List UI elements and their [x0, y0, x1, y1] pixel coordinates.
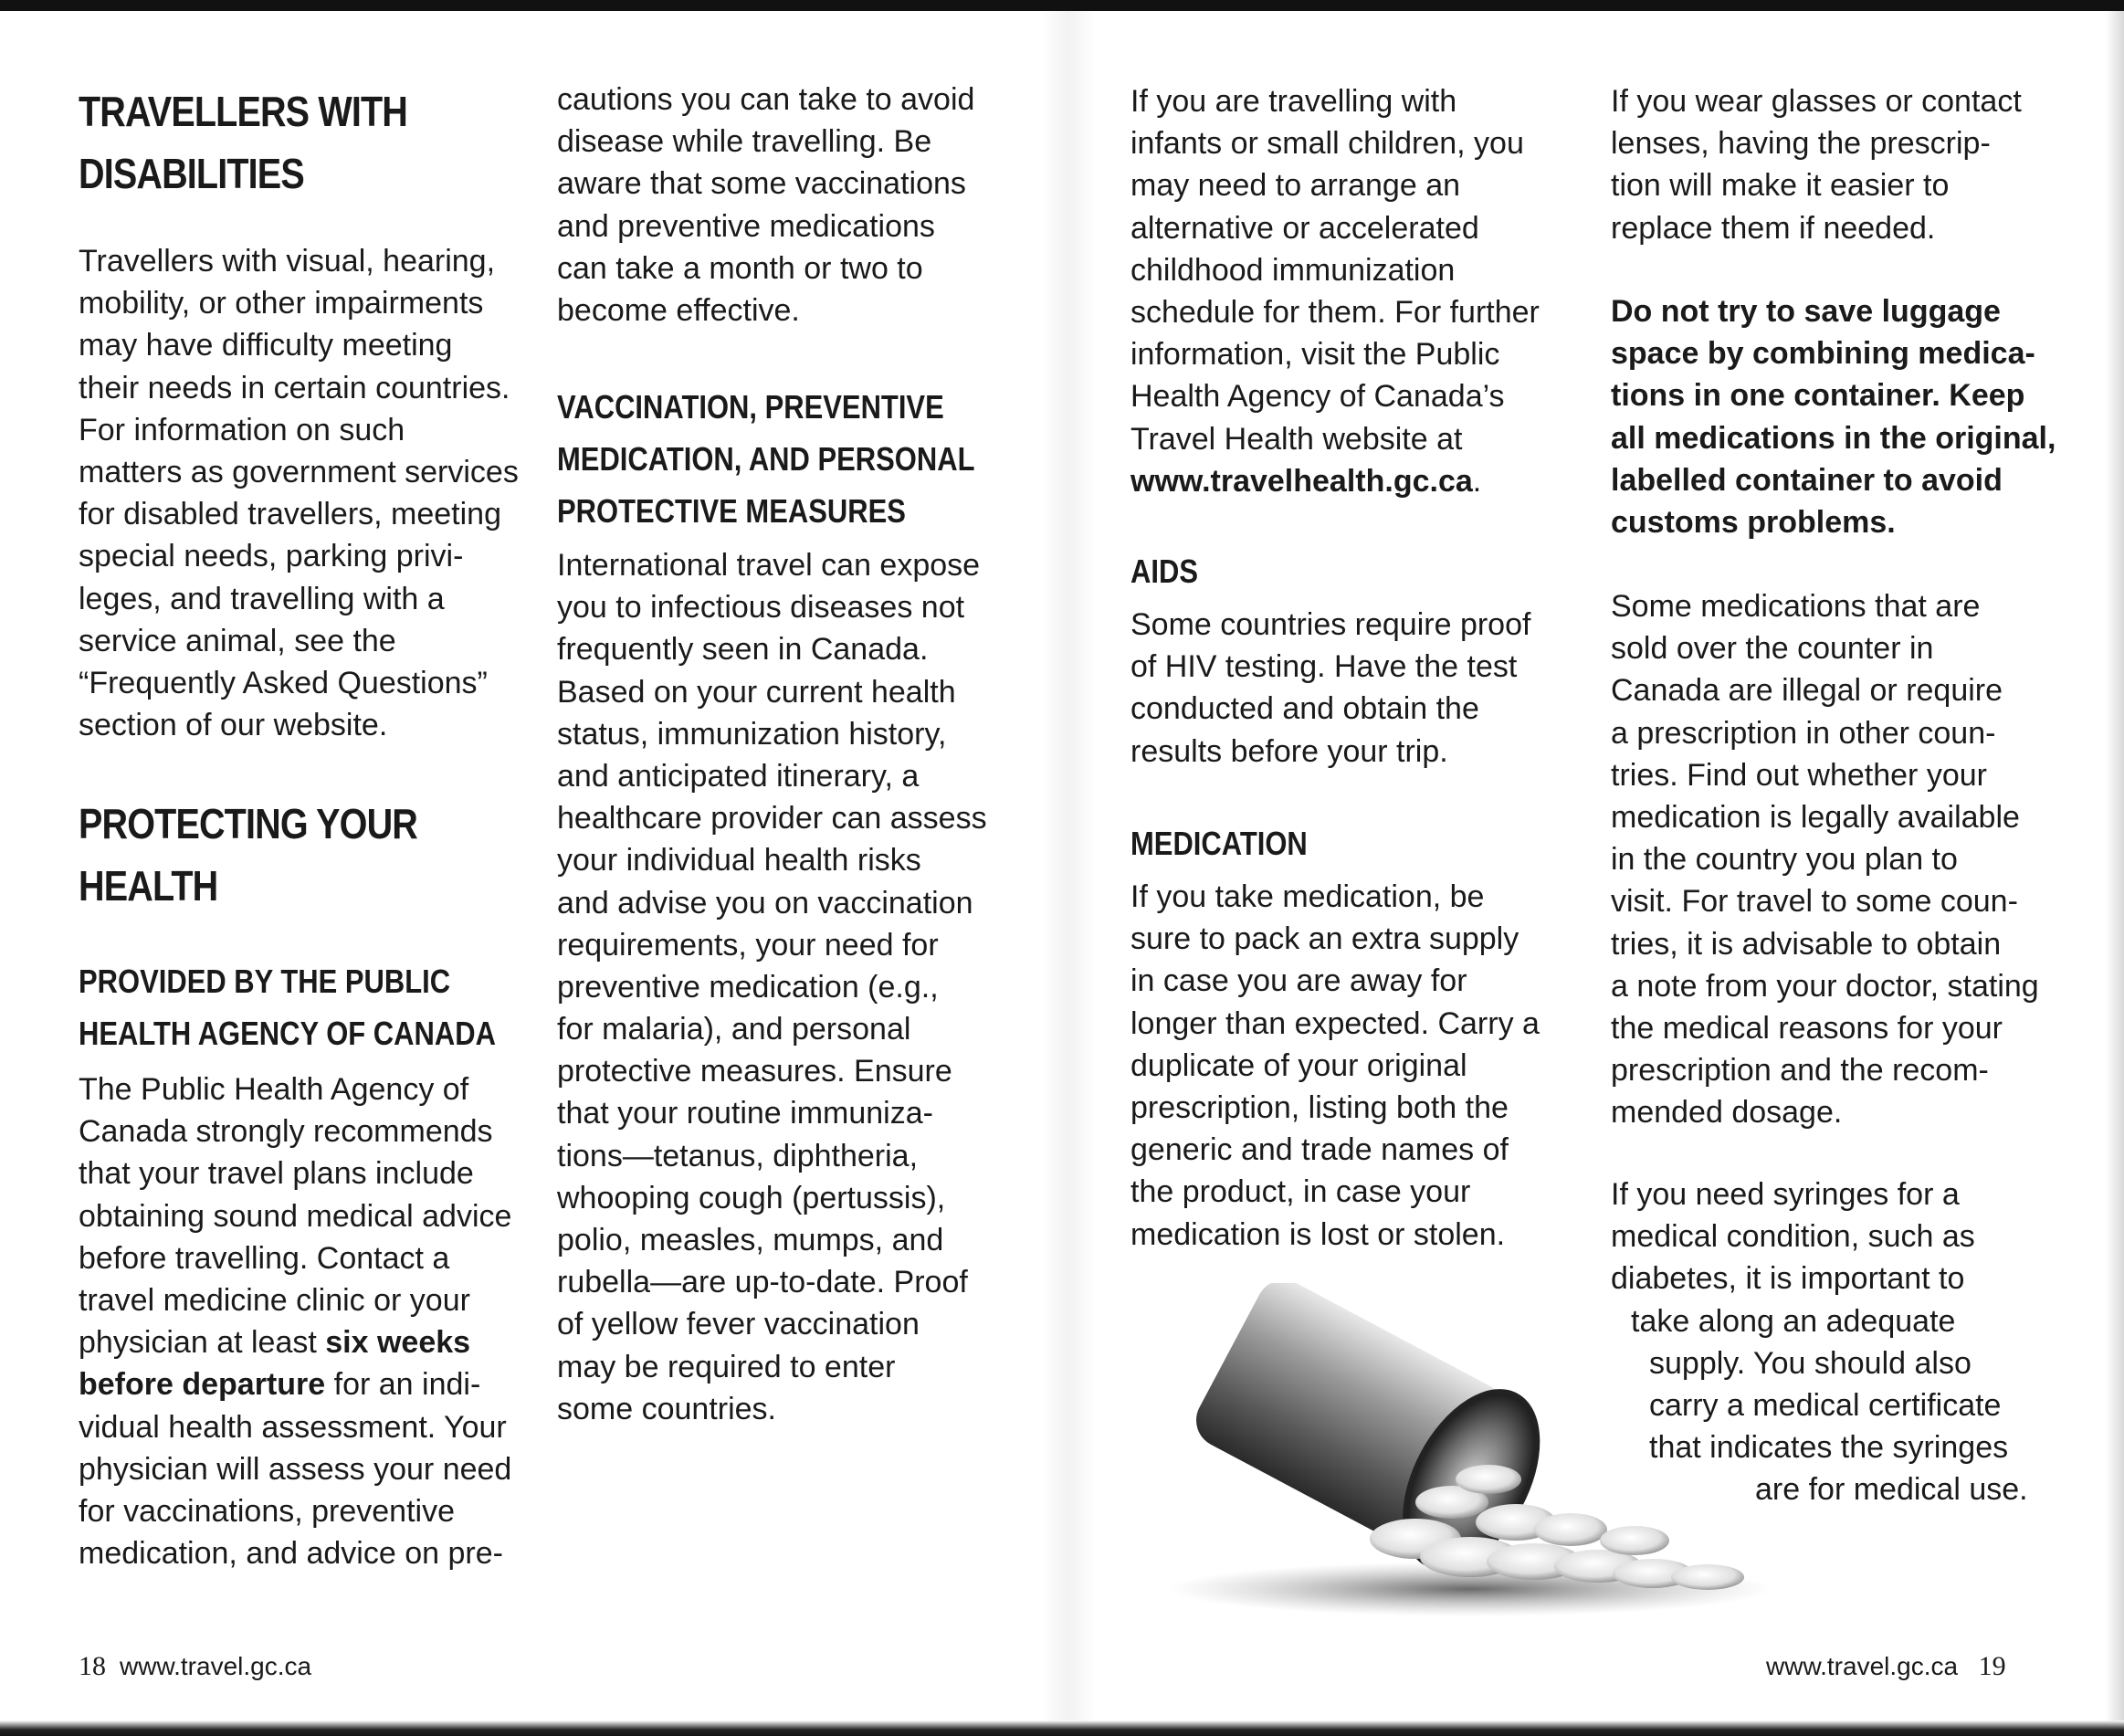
- body-line: conducted and obtain the: [1130, 691, 1479, 727]
- body-line: If you are travelling with: [1130, 84, 1457, 119]
- body-line: become effective.: [557, 292, 800, 328]
- provided-by-phac-heading: [79, 955, 496, 1059]
- body-line: that indicates the syringes: [1649, 1430, 2009, 1466]
- vaccination-body: [557, 544, 987, 1430]
- body-line: rubella—are up-to-date. Proof: [557, 1265, 968, 1300]
- body-line: carry a medical certificate: [1649, 1387, 2002, 1423]
- heading-line: PROTECTING YOUR: [79, 800, 418, 847]
- body-line: tries, it is advisable to obtain: [1611, 926, 2002, 962]
- infants-body: [1130, 80, 1540, 502]
- body-line: protective measures. Ensure: [557, 1054, 952, 1089]
- body-text: for an indi-: [325, 1367, 481, 1403]
- luggage-warning: [1611, 290, 2056, 543]
- body-line: medication is lost or stolen.: [1130, 1216, 1506, 1252]
- body-line: that your travel plans include: [79, 1156, 474, 1192]
- body-line: space by combining medica-: [1611, 336, 2035, 372]
- body-line: frequently seen in Canada.: [557, 632, 929, 668]
- body-line: Health Agency of Canada’s: [1130, 379, 1505, 415]
- body-line: schedule for them. For further: [1130, 294, 1540, 330]
- body-line: physician will assess your need: [79, 1451, 512, 1487]
- right-page-folio: [1766, 1651, 2006, 1682]
- page-number: 19: [1978, 1651, 2006, 1681]
- heading-line: MEDICATION, AND PERSONAL: [557, 440, 975, 478]
- body-line: If you take medication, be: [1130, 879, 1485, 914]
- body-line: mended dosage.: [1611, 1095, 1843, 1131]
- glasses-body: [1611, 80, 2022, 249]
- body-line: that your routine immuniza-: [557, 1096, 933, 1131]
- body-line: may be required to enter: [557, 1349, 896, 1384]
- body-line: longer than expected. Carry a: [1130, 1005, 1540, 1041]
- body-line: For information on such: [79, 412, 405, 447]
- body-line: childhood immunization: [1130, 252, 1456, 288]
- body-line: medical condition, such as: [1611, 1219, 1975, 1255]
- body-line: some countries.: [557, 1391, 776, 1426]
- body-line: [79, 1363, 511, 1405]
- body-line: the product, in case your: [1130, 1174, 1471, 1210]
- body-line: service animal, see the: [79, 623, 396, 658]
- body-line: and anticipated itinerary, a: [557, 758, 920, 794]
- body-line: International travel can expose: [557, 548, 981, 583]
- heading-line: PROTECTIVE MEASURES: [557, 492, 906, 530]
- heading-line: HEALTH: [79, 862, 218, 910]
- body-line: may need to arrange an: [1130, 168, 1461, 204]
- body-line: lenses, having the prescrip-: [1611, 126, 1991, 162]
- body-line: special needs, parking privi-: [79, 539, 464, 574]
- body-line: of HIV testing. Have the test: [1130, 649, 1518, 685]
- heading-line: HEALTH AGENCY OF CANADA: [79, 1015, 496, 1052]
- six-weeks-emphasis: six weeks: [325, 1325, 471, 1361]
- protecting-your-health-heading: [79, 793, 417, 917]
- body-line: before travelling. Contact a: [79, 1240, 450, 1276]
- body-line: for disabled travellers, meeting: [79, 497, 502, 532]
- body-line: labelled container to avoid: [1611, 462, 2003, 498]
- body-line: tions in one container. Keep: [1611, 378, 2025, 414]
- body-line: [1130, 460, 1540, 502]
- body-line: supply. You should also: [1649, 1345, 1972, 1381]
- body-line: diabetes, it is important to: [1611, 1261, 1965, 1297]
- body-line: duplicate of your original: [1130, 1047, 1467, 1083]
- body-line: prescription and the recom-: [1611, 1053, 1989, 1089]
- scan-bottom-edge: [0, 1720, 2124, 1736]
- body-line: in case you are away for: [1130, 963, 1467, 999]
- body-line: can take a month or two to: [557, 250, 923, 286]
- body-line: section of our website.: [79, 708, 388, 743]
- body-line: matters as government services: [79, 454, 519, 489]
- body-line: requirements, your need for: [557, 927, 939, 963]
- body-line: visit. For travel to some coun-: [1611, 884, 2018, 920]
- body-line: alternative or accelerated: [1130, 210, 1479, 246]
- heading-line: VACCINATION, PREVENTIVE: [557, 388, 944, 426]
- body-line: for vaccinations, preventive: [79, 1493, 455, 1529]
- body-line: infants or small children, you: [1130, 126, 1524, 162]
- body-line: Some countries require proof: [1130, 607, 1531, 642]
- body-line: the medical reasons for your: [1611, 1010, 2003, 1046]
- body-line: sure to pack an extra supply: [1130, 921, 1519, 957]
- page-number: 18: [79, 1651, 106, 1681]
- body-line: customs problems.: [1611, 504, 1896, 540]
- body-line: If you wear glasses or contact: [1611, 84, 2022, 119]
- body-line: replace them if needed.: [1611, 210, 1936, 246]
- body-line: all medications in the original,: [1611, 420, 2056, 456]
- travellers-with-disabilities-body: [79, 240, 519, 746]
- body-line: mobility, or other impairments: [79, 286, 484, 321]
- aids-heading: AIDS: [1130, 552, 1198, 590]
- body-line: tions—tetanus, diphtheria,: [557, 1138, 919, 1173]
- body-line: Canada strongly recommends: [79, 1114, 493, 1150]
- body-line: results before your trip.: [1130, 733, 1448, 769]
- body-line: are for medical use.: [1755, 1472, 2028, 1508]
- heading-line: DISABILITIES: [79, 150, 304, 197]
- body-line: medication is legally available: [1611, 799, 2020, 835]
- body-line: Some medications that are: [1611, 589, 1981, 624]
- body-line: preventive medication (e.g.,: [557, 969, 939, 1005]
- body-line: a prescription in other coun-: [1611, 715, 1996, 751]
- body-line: sold over the counter in: [1611, 631, 1934, 667]
- body-line: aware that some vaccinations: [557, 166, 966, 202]
- body-line: you to infectious diseases not: [557, 590, 965, 626]
- body-line: may have difficulty meeting: [79, 328, 453, 363]
- body-line: Do not try to save luggage: [1611, 294, 2001, 329]
- body-line: your individual health risks: [557, 843, 921, 879]
- body-line: and advise you on vaccination: [557, 885, 973, 921]
- heading-line: TRAVELLERS WITH: [79, 88, 407, 135]
- body-line: take along an adequate: [1631, 1303, 1956, 1339]
- body-line: Travel Health website at: [1130, 421, 1463, 457]
- footer-url: www.travel.gc.ca: [1766, 1652, 1959, 1680]
- travel-health-link[interactable]: www.travelhealth.gc.ca: [1130, 463, 1473, 499]
- aids-body: [1130, 604, 1530, 773]
- body-line: whooping cough (pertussis),: [557, 1180, 946, 1215]
- page-gutter: [1041, 11, 1096, 1720]
- body-line: “Frequently Asked Questions”: [79, 665, 488, 700]
- body-line: obtaining sound medical advice: [79, 1198, 512, 1234]
- vaccination-heading: [557, 381, 975, 537]
- body-line: The Public Health Agency of: [79, 1072, 469, 1107]
- body-line: cautions you can take to avoid: [557, 82, 975, 117]
- over-the-counter-body: [1611, 585, 2039, 1133]
- footer-url: www.travel.gc.ca: [120, 1652, 312, 1680]
- body-line: healthcare provider can assess: [557, 801, 987, 836]
- body-line: in the country you plan to: [1611, 842, 1958, 878]
- body-line: If you need syringes for a: [1611, 1177, 1960, 1212]
- heading-line: PROVIDED BY THE PUBLIC: [79, 963, 451, 1000]
- body-text: .: [1472, 463, 1482, 499]
- body-line: tion will make it easier to: [1611, 168, 1950, 204]
- body-line: Canada are illegal or require: [1611, 673, 2003, 709]
- body-line: Based on your current health: [557, 674, 956, 710]
- body-line: [79, 1321, 511, 1363]
- body-line: of yellow fever vaccination: [557, 1307, 920, 1342]
- body-line: generic and trade names of: [1130, 1132, 1509, 1168]
- body-line: and preventive medications: [557, 208, 935, 244]
- body-line: polio, measles, mumps, and: [557, 1223, 944, 1257]
- precautions-continued-body: [557, 79, 974, 331]
- body-line: prescription, listing both the: [1130, 1089, 1509, 1125]
- left-page-folio: [79, 1651, 311, 1682]
- body-line: status, immunization history,: [557, 716, 947, 752]
- body-text: physician at least: [79, 1325, 326, 1361]
- body-line: their needs in certain countries.: [79, 370, 510, 405]
- body-line: for malaria), and personal: [557, 1012, 911, 1047]
- before-departure-emphasis: before departure: [79, 1367, 326, 1403]
- medication-heading: MEDICATION: [1130, 825, 1308, 862]
- body-line: a note from your doctor, stating: [1611, 968, 2039, 1004]
- page-edge: [2106, 11, 2124, 1720]
- phac-recommendation-body: [79, 1068, 511, 1574]
- body-line: Travellers with visual, hearing,: [79, 244, 496, 279]
- body-line: vidual health assessment. Your: [79, 1409, 507, 1445]
- body-line: leges, and travelling with a: [79, 581, 445, 616]
- pill-bottle-icon: [1141, 1283, 1799, 1621]
- body-line: travel medicine clinic or your: [79, 1282, 470, 1318]
- body-line: information, visit the Public: [1130, 337, 1500, 373]
- body-line: medication, and advice on pre-: [79, 1536, 503, 1572]
- body-line: disease while travelling. Be: [557, 124, 932, 160]
- travellers-with-disabilities-heading: [79, 80, 407, 205]
- body-line: tries. Find out whether your: [1611, 757, 1987, 793]
- medication-body: [1130, 876, 1540, 1256]
- scan-top-border: [0, 0, 2124, 11]
